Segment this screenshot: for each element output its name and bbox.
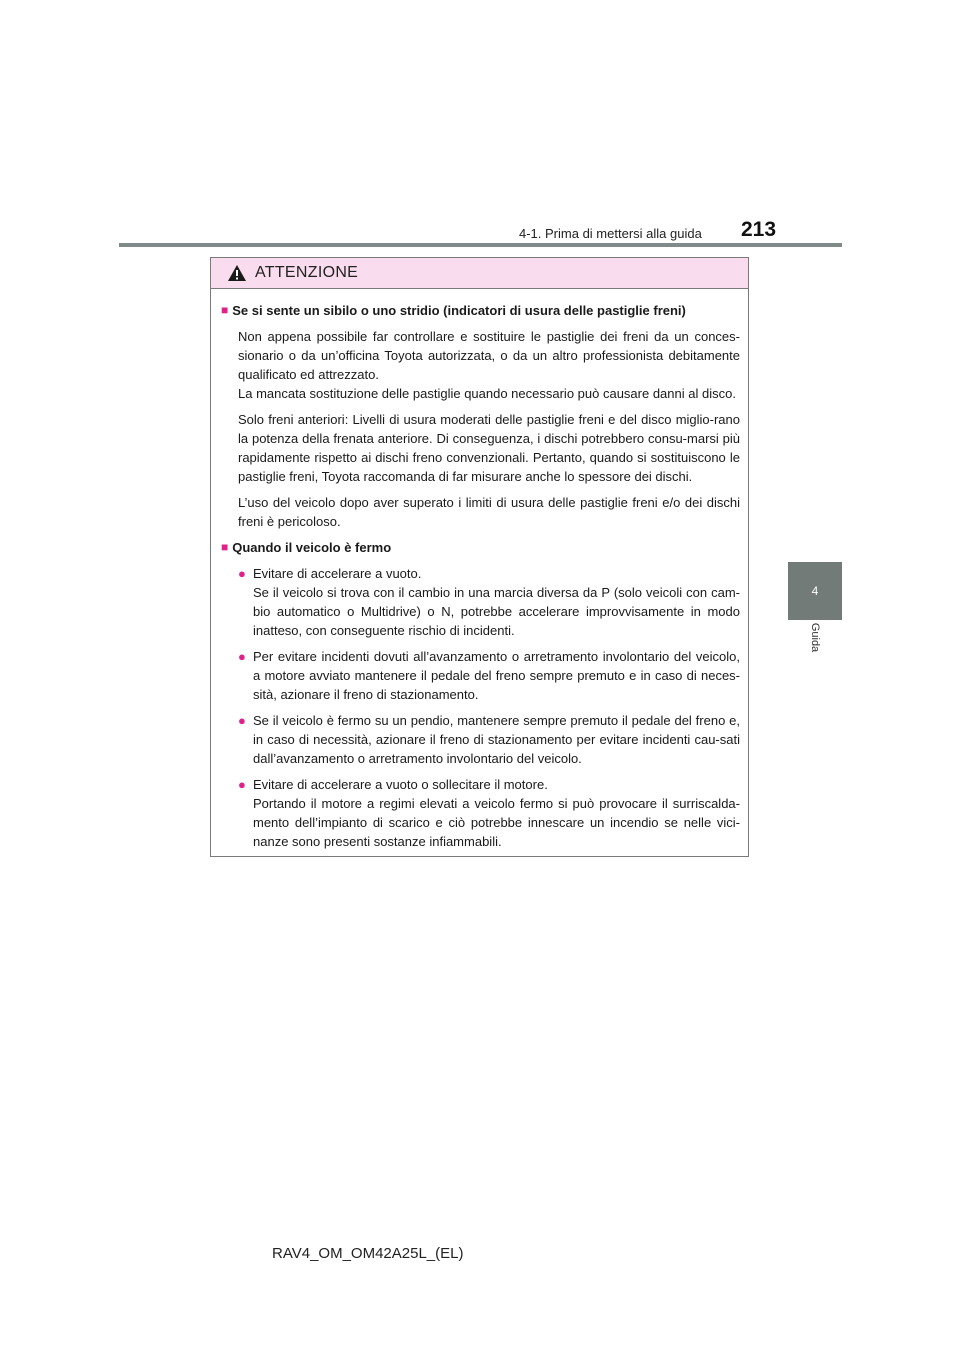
list-item: ● Evitare di accelerare a vuoto o sollecitare il motore. Portando il motore a regimi elevati a veicolo fermo si può provocare il surriscalda-mento dell’impianto di scarico e ciò potrebbe innescare un incendio se nelle vici-nanze sono presenti sostanze infiammabili.: [238, 777, 740, 849]
paragraph: Solo freni anteriori: Livelli di usura moderati delle pastiglie freni e del disco miglio-rano la potenza della frenata anteriore. Di conseguenza, i dischi potrebbero consu-marsi più rapidamente rispetto ai dischi freno convenzionali. Pertanto, quando si sostituiscono le pastiglie freni, Toyota raccomanda di far misurare anche lo spessore dei dischi.: [238, 412, 740, 484]
chapter-tab[interactable]: [788, 562, 842, 620]
subsection-heading: ■ Quando il veicolo è fermo: [221, 540, 392, 555]
paragraph: L’uso del veicolo dopo aver superato i limiti di usura delle pastiglie freni e/o dei dischi freni è pericoloso.: [238, 495, 740, 529]
circle-bullet-icon: ●: [238, 777, 246, 792]
circle-bullet-icon: ●: [238, 713, 246, 728]
circle-bullet-icon: ●: [238, 649, 246, 664]
warning-triangle-icon: [227, 264, 247, 282]
list-item: ● Per evitare incidenti dovuti all’avanzamento o arretramento involontario del veicolo, a motore avviato mantenere il pedale del freno sempre premuto e in caso di neces-sità, azionare il freno di stazionamento.: [238, 649, 740, 702]
document-code: RAV4_OM_OM42A25L_(EL): [272, 1245, 464, 1262]
chapter-label: Guida: [809, 622, 822, 653]
circle-bullet-icon: ●: [238, 566, 246, 581]
page-number: 213: [741, 218, 777, 241]
subsection-heading: ■ Se si sente un sibilo o uno stridio (indicatori di usura delle pastiglie freni): [221, 303, 686, 318]
chapter-number: 4: [811, 584, 819, 598]
warning-header: [211, 258, 748, 289]
header-divider: [119, 243, 842, 247]
list-item: ● Se il veicolo è fermo su un pendio, mantenere sempre premuto il pedale del freno e, in caso di necessità, azionare il freno di stazionamento per evitare incidenti cau-sati dall’avanzamento o arretramento involontario del veicolo.: [238, 713, 740, 766]
section-title: 4-1. Prima di mettersi alla guida: [519, 226, 702, 241]
warning-box: [210, 257, 749, 857]
square-bullet-icon: ■: [221, 303, 229, 317]
warning-body: [211, 289, 748, 851]
list-item: ● Evitare di accelerare a vuoto. Se il veicolo si trova con il cambio in una marcia diversa da P (solo veicoli con cam-bio automatico o Multidrive) o N, potrebbe accelerare improvvisamente in modo inatteso, con conseguente rischio di incidenti.: [238, 566, 740, 638]
square-bullet-icon: ■: [221, 540, 229, 554]
paragraph: Non appena possibile far controllare e sostituire le pastiglie dei freni da un conces-sionario o da un’officina Toyota autorizzata, o da un altro professionista debitamente qualificato ed attrezzato. La mancata sostituzione delle pastiglie quando necessario può causare danni al disco.: [238, 329, 740, 401]
warning-title: ATTENZIONE: [255, 264, 359, 281]
